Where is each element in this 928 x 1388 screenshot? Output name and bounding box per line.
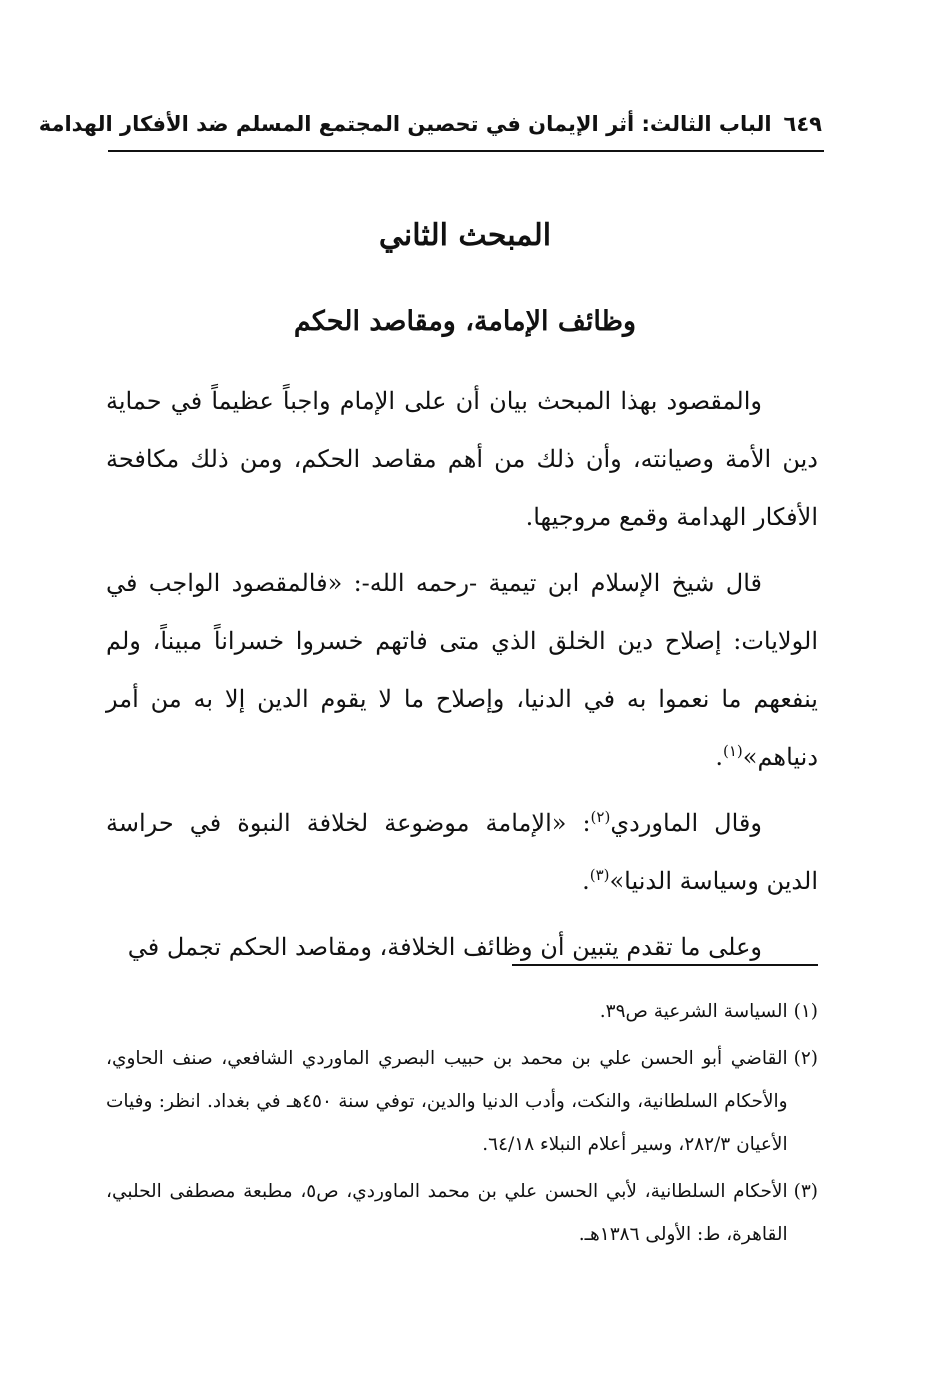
body-text xyxy=(106,372,818,976)
paragraph-tail: . xyxy=(715,743,723,771)
footnote-item xyxy=(106,1170,818,1256)
footnote-marker[interactable]: (١) xyxy=(722,742,743,760)
paragraph-tail: . xyxy=(582,867,590,895)
body-paragraph xyxy=(106,372,818,546)
paragraph-text: وقال الماوردي xyxy=(610,809,762,837)
section-title: وظائف الإمامة، ومقاصد الحكم xyxy=(293,306,637,337)
page-number: ٦٤٩ xyxy=(783,112,822,136)
body-paragraph xyxy=(106,554,818,786)
body-paragraph xyxy=(106,918,818,976)
footnote-marker[interactable]: (٣) xyxy=(589,866,610,884)
footnote-text: الأحكام السلطانية، لأبي الحسن علي بن محمد الماوردي، ص٥، مطبعة مصطفى الحلبي، القاهرة، ط: الأولى ١٣٨٦هـ. xyxy=(106,1181,788,1245)
running-header xyxy=(38,104,822,144)
footnote-item xyxy=(106,990,818,1033)
body-paragraph xyxy=(106,794,818,910)
footnote-item xyxy=(106,1037,818,1166)
header-divider xyxy=(108,150,824,152)
footnotes xyxy=(106,990,818,1260)
paragraph-quote: : «الإمامة موضوعة لخلافة النبوة في حراسة الدين وسياسة الدنيا» xyxy=(106,809,818,895)
paragraph-text: والمقصود بهذا المبحث بيان أن على الإمام واجباً عظيماً في حماية دين الأمة وصيانته، وأن ذلك من أهم مقاصد الحكم، ومن ذلك مكافحة الأفكار الهدامة وقمع مروجيها. xyxy=(106,387,818,531)
footnote-divider xyxy=(512,964,818,966)
paragraph-text: قال شيخ الإسلام ابن تيمية -رحمه الله-: «فالمقصود الواجب في الولايات: إصلاح دين الخلق الذي متى فاتهم خسروا خسراناً مبيناً، ولم ينفعهم ما نعموا به في الدنيا، وإصلاح ما لا يقوم الدين إلا به من أمر دنياهم» xyxy=(106,569,818,771)
footnote-text: القاضي أبو الحسن علي بن محمد بن حبيب البصري الماوردي الشافعي، صنف الحاوي، والأحكام السلطانية، والنكت، وأدب الدنيا والدين، توفي سنة ٤٥٠هـ في بغداد. انظر: وفيات الأعيان ٢٨٢/٣، وسير أعلام النبلاء ٦٤/١٨. xyxy=(106,1048,788,1155)
footnote-number: (١) xyxy=(793,1001,818,1022)
running-title: الباب الثالث: أثر الإيمان في تحصين المجتمع المسلم ضد الأفكار الهدامة xyxy=(38,112,772,136)
footnote-text: السياسة الشرعية ص٣٩. xyxy=(599,1001,788,1022)
chapter-title: المبحث الثاني xyxy=(378,218,552,253)
footnote-marker[interactable]: (٢) xyxy=(590,808,611,826)
footnote-number: (٣) xyxy=(793,1181,818,1202)
footnote-number: (٢) xyxy=(793,1048,818,1069)
paragraph-text: وعلى ما تقدم يتبين أن وظائف الخلافة، ومقاصد الحكم تجمل في xyxy=(127,933,762,961)
